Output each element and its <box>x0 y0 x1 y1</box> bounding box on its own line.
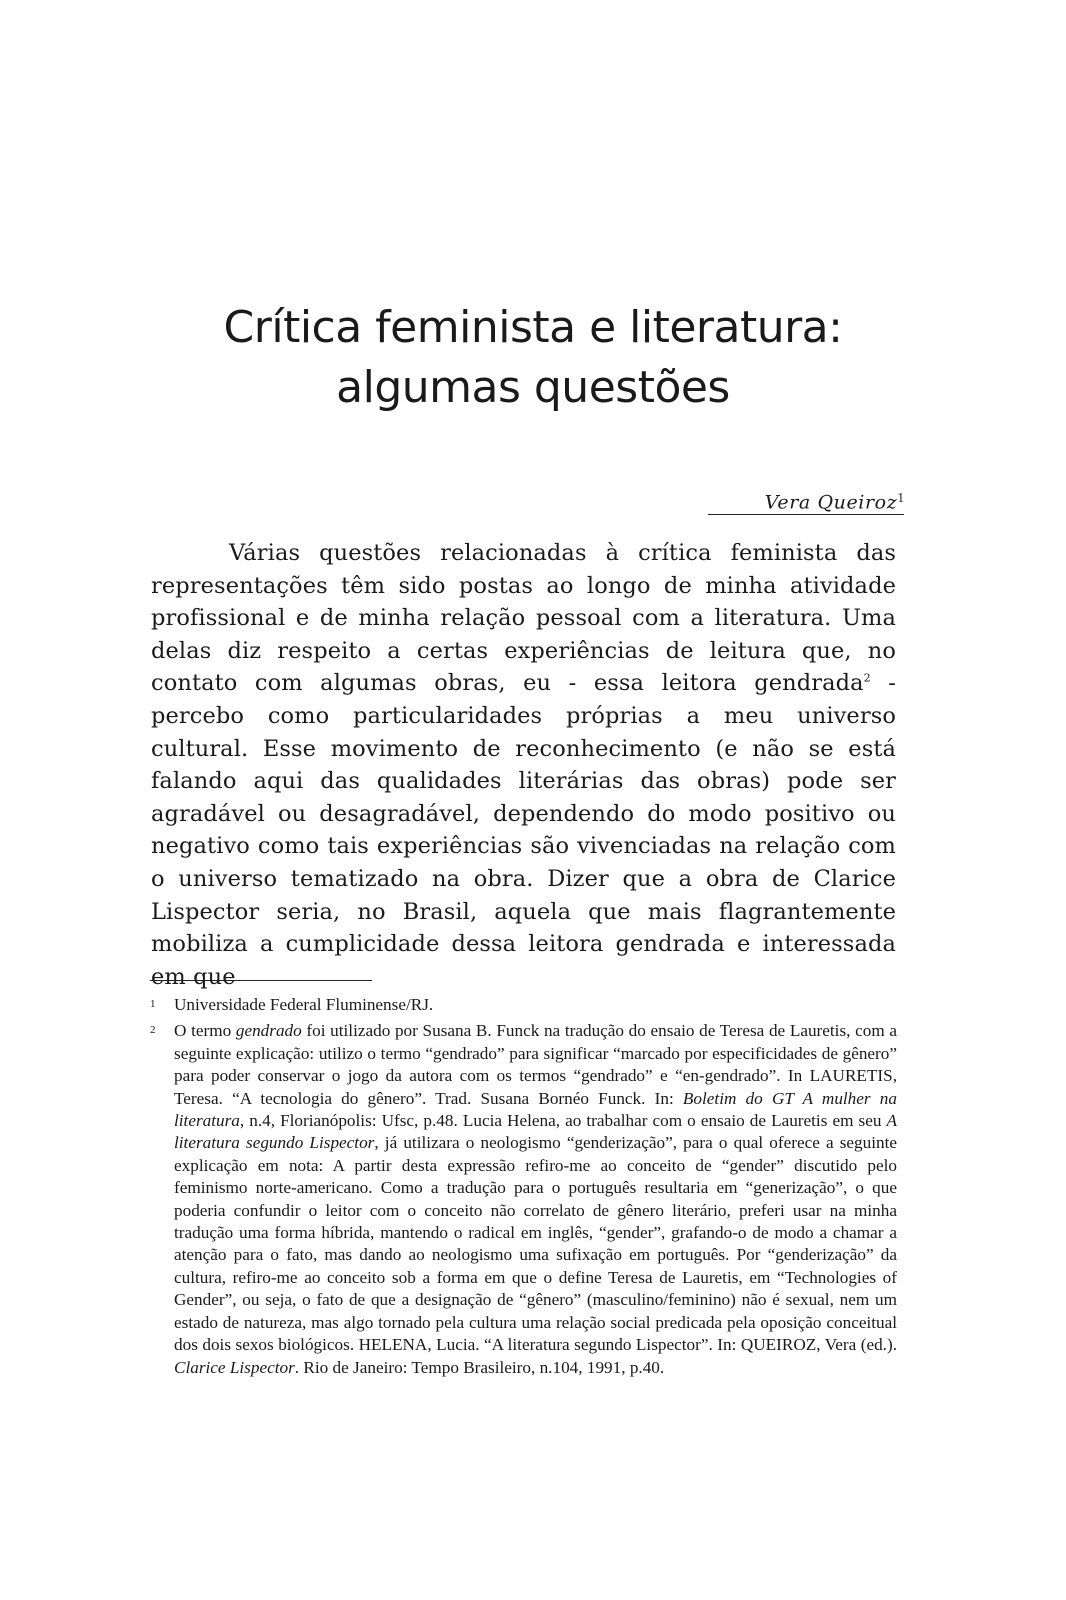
chapter-title-line-2: algumas questões <box>336 362 730 413</box>
footnote-1 <box>150 994 897 1016</box>
author-byline <box>708 490 904 515</box>
author-footnote-ref[interactable]: 1 <box>897 490 904 505</box>
chapter-title-line-1: Crítica feminista e literatura: <box>223 302 843 353</box>
footnote-2-italic-boletim: Boletim do GT A mulher na literatura <box>174 1088 897 1131</box>
chapter-title <box>150 298 916 418</box>
footnote-2-italic-clarice: Clarice Lispector <box>174 1357 295 1377</box>
footnote-2 <box>150 1020 897 1379</box>
body-text-part-1: Várias questões relacionadas à crítica feminista das representações têm sido postas ao longo de minha atividade profissional e de minha relação pessoal com a literatura. Uma delas diz respeito a certas experiências de leitura que, no contato com algumas obras, eu - essa leitora gendrada <box>151 540 896 697</box>
footnote-2-italic-gendrado: gendrado <box>235 1021 302 1041</box>
footnote-2-text-a: O termo <box>174 1021 236 1041</box>
footnote-2-text-e: . Rio de Janeiro: Tempo Brasileiro, n.104, 1991, p.40. <box>294 1357 665 1377</box>
footnote-2-text-b: foi utilizado por Susana B. Funck na tradução do ensaio de Teresa de Lauretis, com a seguinte explicação: utilizo o termo “gendrado” para significar “marcado por especificidades de gênero” para poder conservar o jogo da autora com os termos “gendrado” e “en-gendrado”. In LAURETIS, Teresa. “A tecnologia do gênero”. Trad. Susana Bornéo Funck. In: <box>174 1021 897 1108</box>
footnote-2-italic-literatura: A literatura segundo Lispector <box>174 1111 897 1153</box>
body-paragraph <box>151 537 896 993</box>
footnote-1-text: Universidade Federal Fluminense/RJ. <box>174 995 434 1014</box>
footnote-2-mark: 2 <box>150 1024 156 1037</box>
footnote-2-text-d: , já utilizara o neologismo “genderização”, para o qual oferece a seguinte explicação em nota: A partir desta expressão refiro-me ao conceito de “gender” discutido pelo feminismo norte-americano. Como a tradução para o português resultaria em “generização”, o que poderia confundir o leitor com o conceito não correlato de gênero literário, preferi usar na minha tradução uma forma híbrida, mantendo o radical em inglês, “gender”, grafando-o de modo a chamar a atenção para o fato, mas dando ao neologismo uma sufixação em português. Por “genderização” da cultura, refiro-me ao conceito sob a forma em que o define Teresa de Lauretis, em “Technologies of Gender”, ou seja, o fato de que a designação de “gênero” (masculino/feminino) não é sexual, nem um estado de natureza, mas algo tornado pela cultura uma relação social predicada pela oposição conceitual dos dois sexos biológicos. HELENA, Lucia. “A literatura segundo Lispector”. In: QUEIROZ, Vera (ed.). <box>174 1133 898 1355</box>
author-name: Vera Queiroz <box>764 491 898 514</box>
footnote-2-text-c: , n.4, Florianópolis: Ufsc, p.48. Lucia Helena, ao trabalhar com o ensaio de Lauretis em seu <box>239 1111 887 1131</box>
footnotes-section <box>150 994 897 1383</box>
body-footnote-ref[interactable]: 2 <box>863 671 871 685</box>
footnote-1-mark: 1 <box>150 998 156 1010</box>
footnote-divider <box>150 980 372 981</box>
body-text-part-2: - percebo como particularidades próprias a meu universo cultural. Esse movimento de reconhecimento (e não se está falando aqui das qualidades literárias das obras) pode ser agradável ou desagradável, dependendo do modo positivo ou negativo como tais experiências são vivenciadas na relação com o universo tematizado na obra. Dizer que a obra de Clarice Lispector seria, no Brasil, aquela que mais flagrantemente mobiliza a cumplicidade dessa leitora gendrada e interessada em que <box>151 670 896 990</box>
